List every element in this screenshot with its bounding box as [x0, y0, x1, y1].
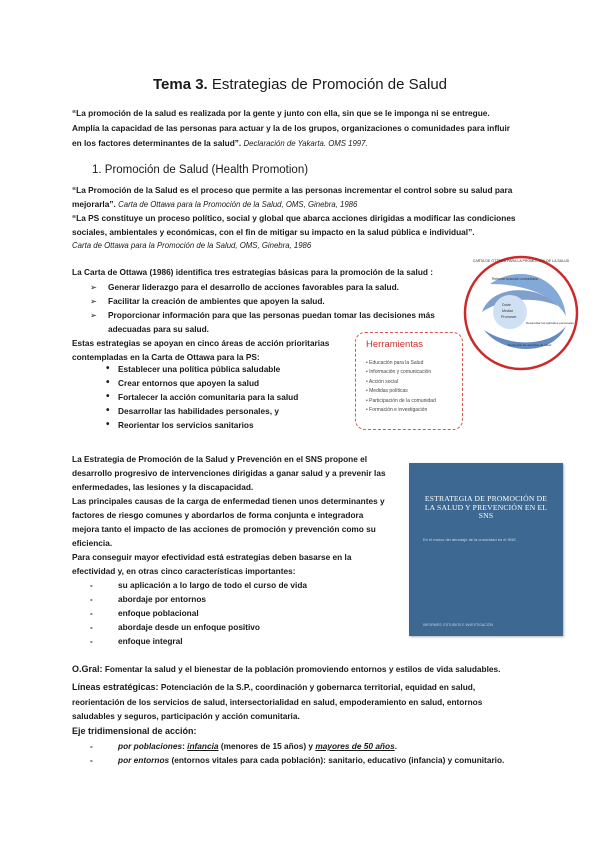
list-item: - su aplicación a lo largo de todo el curso de vida	[90, 580, 308, 590]
quote1-line-2-text: mejorarla”.	[72, 199, 116, 209]
lineas-text-1: Potenciación de la S.P., coordinación y gobernarca territorial, equidad en salud,	[160, 682, 476, 692]
list-item: ➢ Generar liderazgo para el desarrollo de acciones favorables para la salud.	[90, 282, 399, 292]
quote2-citation: Carta de Ottawa para la Promoción de la Salud, OMS, Ginebra, 1986	[72, 241, 312, 250]
list-item: - por entornos (entornos vitales para cada población): sanitario, educativo (infancia) y comunitario.	[90, 755, 505, 765]
lineas-label: Líneas estratégicas:	[72, 682, 159, 692]
list-item: - enfoque poblacional	[90, 608, 199, 618]
list-item: ➢ Facilitar la creación de ambientes que apoyen la salud.	[90, 296, 325, 306]
bullet-icon: •	[106, 405, 110, 416]
sns-line-6: mejora tanto el impacto de las acciones de promoción y prevención como su	[72, 524, 376, 534]
quote2-line-2: sociales, ambientales y económicas, con el fin de mitigar su impacto en la salud pública e individual”.	[72, 227, 475, 237]
ottawa-intro: La Carta de Ottawa (1986) identifica tres estrategias básicas para la promoción de la salud :	[72, 267, 434, 277]
ottawa-areas	[106, 362, 298, 432]
title-number: Tema 3.	[152, 76, 208, 93]
sns-line-2: desarrollo progresivo de intervenciones dirigidas a ganar salud y a prevenir las	[72, 468, 386, 478]
dash-icon: -	[90, 580, 93, 590]
herramientas-box	[355, 332, 463, 430]
ottawa-strategies	[90, 280, 435, 336]
strategy-cover-image	[409, 463, 563, 636]
list-item: • Participación de la comunidad	[366, 397, 436, 404]
intro-line-3-text: en los factores determinantes de la salud”.	[72, 138, 242, 148]
lineas-line-1	[72, 680, 475, 695]
cover-subtitle: En el marco del abordaje de la cronicidad en el SNS	[423, 537, 516, 542]
page-title	[0, 76, 600, 93]
dash-icon: -	[90, 594, 93, 604]
emblem-label: Mediar	[502, 309, 513, 313]
ogral-label: O.Gral:	[72, 664, 103, 674]
herramientas-list	[366, 359, 436, 415]
list-item: • Reorientar los servicios sanitarios	[106, 419, 254, 430]
lineas-line-2: reorientación de los servicios de salud, intersectorialidad en salud, empoderamiento en salud, entornos	[72, 697, 483, 707]
sns-line-4: Las principales causas de la carga de enfermedad tienen unos determinantes y	[72, 496, 385, 506]
bullet-icon: •	[106, 391, 110, 402]
dash-icon: -	[90, 608, 93, 618]
list-item: • Acción social	[366, 378, 399, 385]
dash-icon: -	[90, 636, 93, 646]
dash-icon: -	[90, 741, 93, 751]
sns-line-9: efectividad y, en otras cinco características importantes:	[72, 566, 296, 576]
list-item: adecuadas para su salud.	[108, 324, 209, 334]
arrow-icon: ➢	[90, 282, 97, 292]
intro-line-2: Amplía la capacidad de las personas para actuar y la de los grupos, organizaciones o comunidades para influir	[72, 123, 511, 133]
arrow-icon: ➢	[90, 296, 97, 306]
quote1-line-1: “La Promoción de la Salud es el proceso que permite a las personas incrementar el control sobre su salud para	[72, 185, 513, 195]
intro-citation: Declaración de Yakarta. OMS 1997.	[243, 139, 368, 148]
sns-line-1: La Estrategia de Promoción de la Salud y Prevención en el SNS propone el	[72, 454, 368, 464]
list-item: • Educación para la Salud	[366, 360, 424, 366]
ogral-text: Fomentar la salud y el bienestar de la población promoviendo entornos y estilos de vida saludables.	[104, 664, 501, 674]
emblem-label: Promover	[501, 315, 517, 319]
list-item: • Formación e investigación	[366, 407, 428, 414]
ottawa-charter-emblem	[462, 254, 580, 372]
sns-line-8: Para conseguir mayor efectividad está estrategias deben basarse en la	[72, 552, 352, 562]
emblem-label: Desarrollar las aptitudes personales	[526, 321, 574, 325]
intro-line-3	[72, 136, 368, 152]
intro-line-1: “La promoción de la salud es realizada por la gente y junto con ella, sin que se le imponga ni se entregue.	[72, 108, 490, 118]
quote1-citation: Carta de Ottawa para la Promoción de la Salud, OMS, Ginebra, 1986	[118, 200, 358, 209]
cover-footer: INFORMES, ESTUDIOS E INVESTIGACIÓN	[423, 623, 494, 627]
list-item: - por poblaciones: infancia (menores de 15 años) y mayores de 50 años.	[90, 741, 397, 751]
emblem-label: Reforzar la acción comunitaria	[492, 277, 538, 281]
dash-icon: -	[90, 755, 93, 765]
list-item: • Fortalecer la acción comunitaria para la salud	[106, 391, 299, 402]
bullet-icon: •	[106, 377, 110, 388]
bullet-icon: •	[106, 363, 110, 374]
sns-line-7: eficiencia.	[72, 538, 113, 548]
sns-line-3: enfermedades, las lesiones y la discapacidad.	[72, 482, 254, 492]
title-text: Estrategias de Promoción de Salud	[211, 76, 448, 93]
sns-line-5: factores de riesgo comunes y abordarlos de forma conjunta e integradora	[72, 510, 364, 520]
ottawa-areas-line-2: contempladas en la Carta de Ottawa para la PS:	[72, 352, 260, 362]
dash-icon: -	[90, 622, 93, 632]
list-item: • Crear entornos que apoyen la salud	[106, 377, 260, 388]
sns-features	[90, 578, 307, 648]
emblem-label: Dotar	[502, 303, 511, 307]
herramientas-title: Herramientas	[366, 339, 424, 350]
list-item: • Desarrollar las habilidades personales, y	[106, 405, 279, 416]
eje-heading: Eje tridimensional de acción:	[72, 726, 197, 736]
list-item: ➢ Proporcionar información para que las personas puedan tomar las decisiones más	[90, 310, 435, 320]
list-item: - enfoque integral	[90, 636, 183, 646]
bullet-icon: •	[106, 419, 110, 430]
list-item: - abordaje por entornos	[90, 594, 207, 604]
eje-items	[90, 739, 504, 767]
quote2-line-1: “La PS constituye un proceso político, social y global que abarca acciones dirigidas a modificar las condiciones	[72, 213, 516, 223]
ogral-line	[72, 662, 500, 677]
list-item: • Establecer una política pública saludable	[106, 363, 281, 374]
emblem-label: Reorientar los servicios de salud	[508, 343, 552, 347]
section-1-heading: 1. Promoción de Salud (Health Promotion)	[92, 164, 309, 176]
arrow-icon: ➢	[90, 310, 97, 320]
list-item: • Medidas políticas	[366, 388, 408, 395]
ottawa-areas-line-1: Estas estrategias se apoyan en cinco áreas de acción prioritarias	[72, 338, 330, 348]
list-item: • Información y comunicación	[366, 369, 432, 376]
emblem-ring-text: CARTA DE OTTAWA PARA LA PROMOCIÓN DE LA SALUD	[472, 259, 570, 263]
list-item: - abordaje desde un enfoque positivo	[90, 622, 260, 632]
lineas-line-3: saludables y seguros, participación y acción comunitaria.	[72, 711, 300, 721]
cover-title: ESTRATEGIA DE PROMOCIÓN DE LA SALUD Y PREVENCIÓN EN EL SNS	[424, 494, 548, 520]
